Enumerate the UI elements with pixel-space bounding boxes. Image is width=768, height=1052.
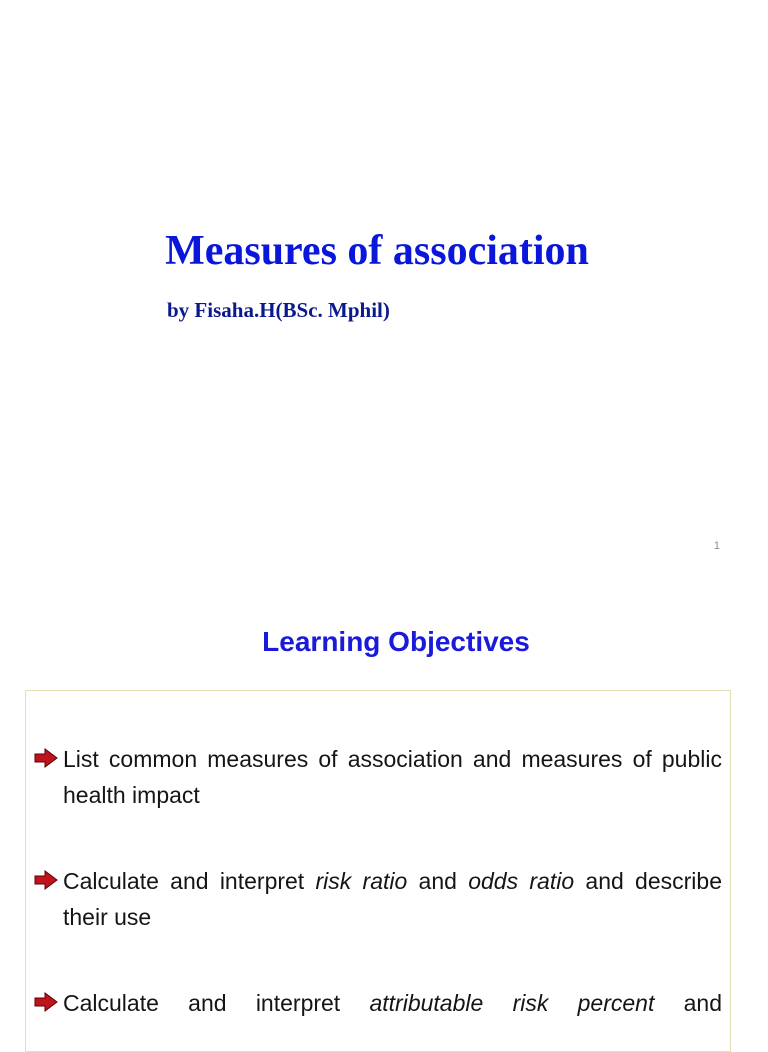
- arrow-bullet-icon: [34, 992, 58, 1012]
- objective-text-part: and describe their use: [63, 868, 722, 930]
- page-number: 1: [713, 540, 720, 552]
- objectives-box: [25, 690, 731, 1052]
- objective-text-part: and: [407, 868, 469, 894]
- arrow-bullet-icon: [34, 748, 58, 768]
- objective-item: [34, 985, 722, 1021]
- objective-item: [34, 863, 722, 935]
- arrow-bullet-icon: [34, 870, 58, 890]
- objectives-heading: Learning Objectives: [262, 626, 530, 657]
- author-byline: by Fisaha.H(BSc. Mphil): [167, 298, 390, 322]
- objective-term: attributable risk percent: [369, 990, 655, 1016]
- objective-text: [34, 985, 722, 1021]
- objective-item: [34, 741, 722, 813]
- objective-text-part: Calculate and interpret: [63, 990, 370, 1016]
- objective-text-part: Calculate and interpret: [63, 868, 316, 894]
- objective-term: odds ratio: [468, 868, 575, 894]
- objective-term: risk ratio: [315, 868, 408, 894]
- objectives-slide: [0, 576, 768, 1024]
- objective-text: List common measures of association and measures of public health impact: [63, 746, 722, 808]
- objective-text: [34, 863, 722, 935]
- slide-title: Measures of association: [165, 228, 589, 274]
- objective-text-part: and: [654, 990, 722, 1016]
